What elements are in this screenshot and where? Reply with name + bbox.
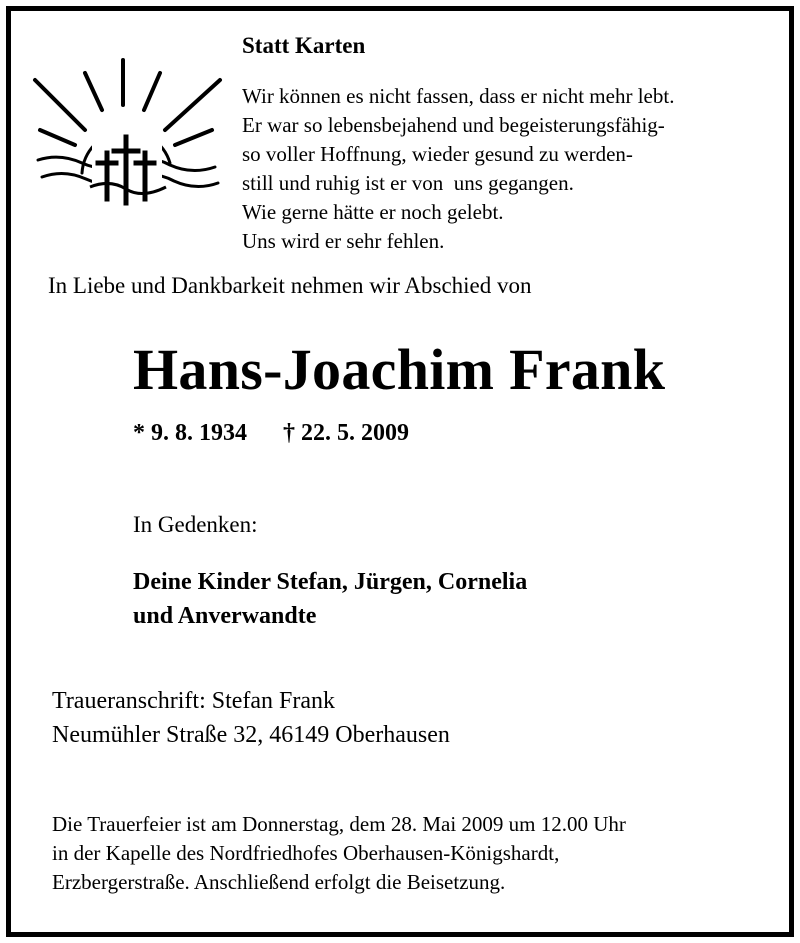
poem-line: so voller Hoffnung, wieder gesund zu werden- <box>242 142 633 166</box>
life-dates <box>133 420 409 447</box>
sunrise-three-crosses-icon <box>30 55 230 210</box>
address-line: Neumühler Straße 32, 46149 Oberhausen <box>52 722 450 748</box>
poem-line: Er war so lebensbejahend und begeisterungsfähig- <box>242 113 665 137</box>
family-line: und Anverwandte <box>133 603 317 629</box>
memory-label: In Gedenken: <box>133 512 258 537</box>
birth-date: * 9. 8. 1934 <box>133 420 247 446</box>
funeral-service-info <box>52 810 626 897</box>
service-line: Die Trauerfeier ist am Donnerstag, dem 28. Mai 2009 um 12.00 Uhr <box>52 812 626 836</box>
mourning-address <box>52 684 450 752</box>
poem-line: Wir können es nicht fassen, dass er nicht mehr lebt. <box>242 84 675 108</box>
deceased-name: Hans-Joachim Frank <box>133 337 666 402</box>
poem-line: Wie gerne hätte er noch gelebt. <box>242 200 504 224</box>
address-line: Traueranschrift: Stefan Frank <box>52 688 336 714</box>
death-date: † 22. 5. 2009 <box>283 420 409 446</box>
notice-heading: Statt Karten <box>242 33 366 58</box>
farewell-intro: In Liebe und Dankbarkeit nehmen wir Abschied von <box>48 273 532 298</box>
service-line: Erzbergerstraße. Anschließend erfolgt die Beisetzung. <box>52 870 506 894</box>
family-line: Deine Kinder Stefan, Jürgen, Cornelia <box>133 569 528 595</box>
poem-line: still und ruhig ist er von uns gegangen. <box>242 171 574 195</box>
poem <box>242 82 674 256</box>
poem-line: Uns wird er sehr fehlen. <box>242 229 445 253</box>
service-line: in der Kapelle des Nordfriedhofes Oberhausen-Königshardt, <box>52 841 560 865</box>
family-signature <box>133 565 527 633</box>
